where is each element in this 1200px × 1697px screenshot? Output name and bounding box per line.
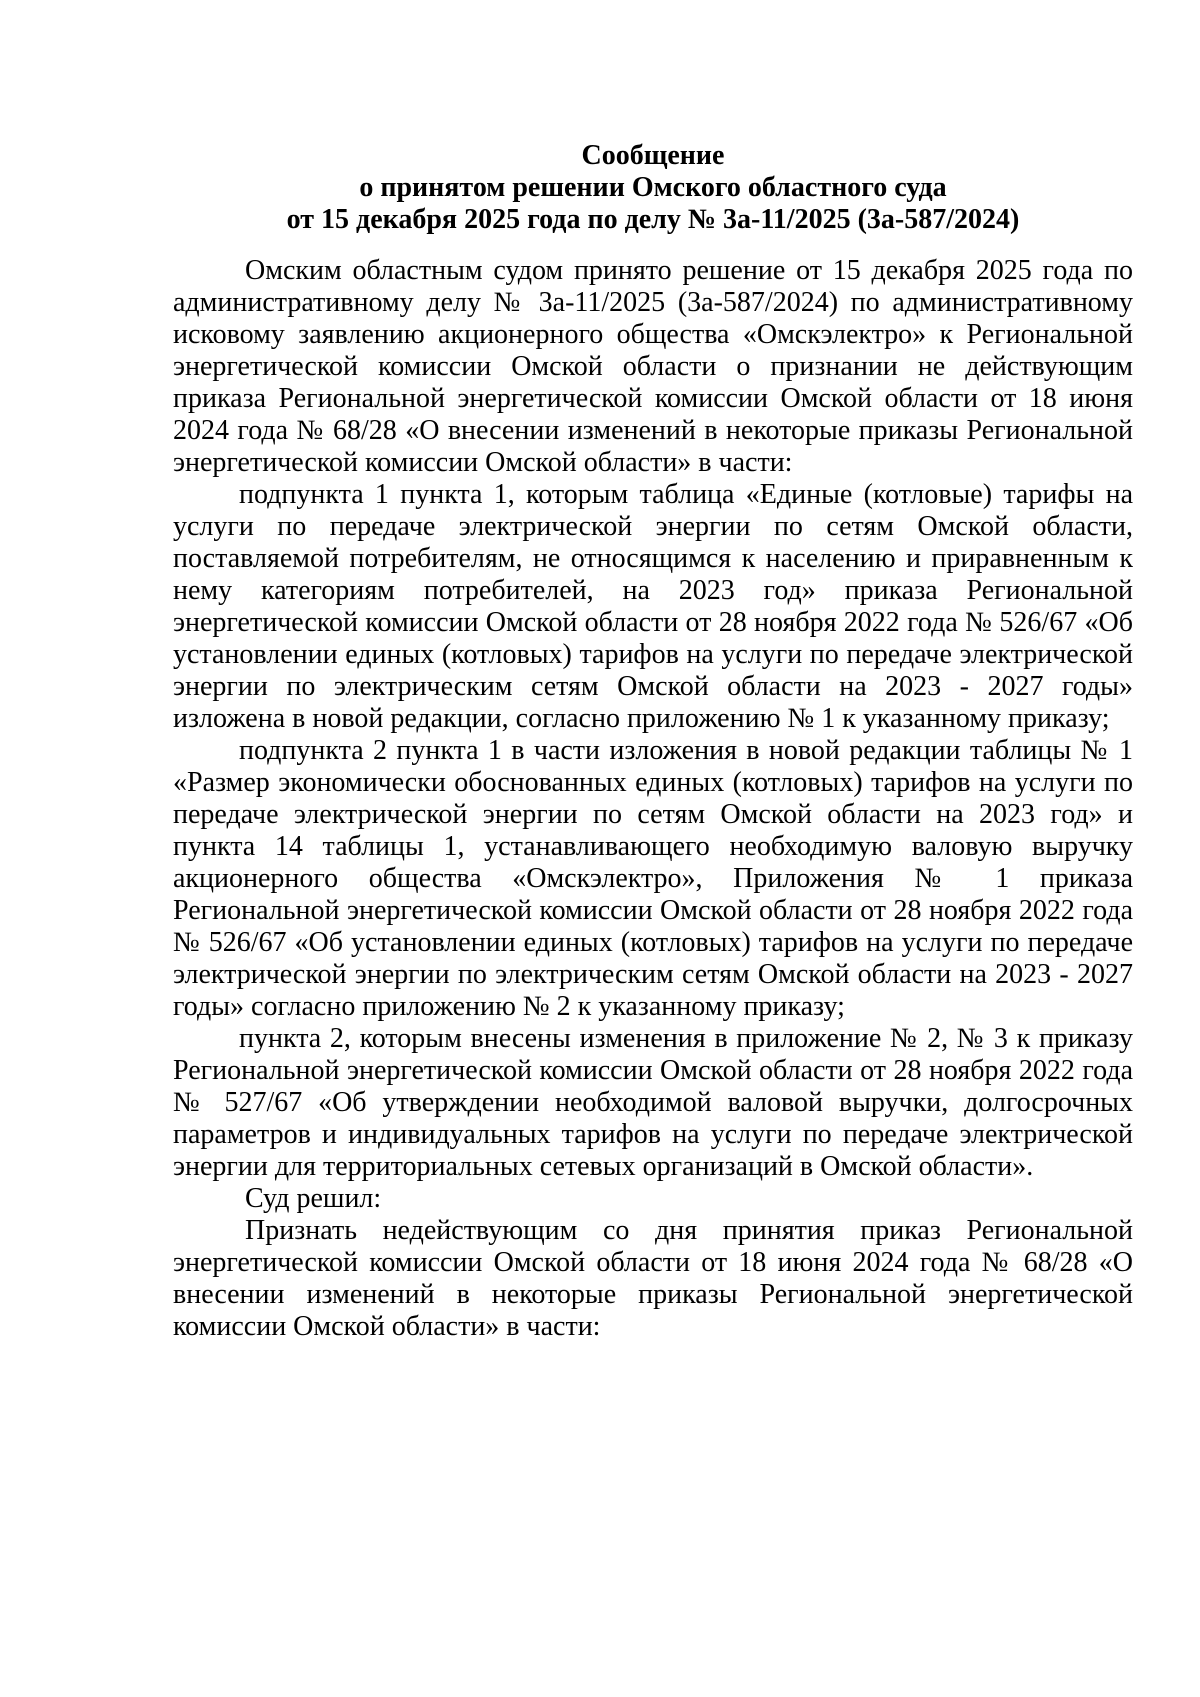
paragraph-court-decided: Суд решил: xyxy=(245,1183,382,1214)
document-title xyxy=(173,140,1133,236)
paragraph-intro: Омским областным судом принято решение от 15 декабря 2025 года по административному делу № 3а-11/2025 (3а-587/2024) по административному исковому заявлению акционерного общества «Омскэлектро» к Региональной энергетической комиссии Омской области о признании не действующим приказа Региональной энергетической комиссии Омской области от 18 июня 2024 года № 68/28 «О внесении изменений в некоторые приказы Региональной энергетической комиссии Омской области» в части: xyxy=(173,255,1133,478)
title-line-3: от 15 декабря 2025 года по делу № 3а-11/2025 (3а-587/2024) xyxy=(286,204,1020,235)
paragraph-subpoint-1: подпункта 1 пункта 1, которым таблица «Единые (котловые) тарифы на услуги по передаче электрической энергии по сетям Омской области, поставляемой потребителям, не относящимся к населению и приравненным к нему категориям потребителей, на 2023 год» приказа Региональной энергетической комиссии Омской области от 28 ноября 2022 года № 526/67 «Об установлении единых (котловых) тарифов на услуги по передаче электрической энергии по электрическим сетям Омской области на 2023 - 2027 годы» изложена в новой редакции, согласно приложению № 1 к указанному приказу; xyxy=(173,479,1133,734)
title-line-2: о принятом решении Омского областного суда xyxy=(359,172,947,203)
document-page xyxy=(173,140,1133,1343)
document-body xyxy=(173,255,1133,1343)
paragraph-decision: Признать недействующим со дня принятия приказ Региональной энергетической комиссии Омской области от 18 июня 2024 года № 68/28 «О внесении изменений в некоторые приказы Региональной энергетической комиссии Омской области» в части: xyxy=(173,1215,1133,1342)
title-line-1: Сообщение xyxy=(581,140,725,171)
paragraph-point-2: пункта 2, которым внесены изменения в приложение № 2, № 3 к приказу Региональной энергетической комиссии Омской области от 28 ноября 2022 года № 527/67 «Об утверждении необходимой валовой выручки, долгосрочных параметров и индивидуальных тарифов на услуги по передаче электрической энергии для территориальных сетевых организаций в Омской области». xyxy=(173,1023,1133,1182)
paragraph-subpoint-2: подпункта 2 пункта 1 в части изложения в новой редакции таблицы № 1 «Размер экономически обоснованных единых (котловых) тарифов на услуги по передаче электрической энергии по сетям Омской области на 2023 год» и пункта 14 таблицы 1, устанавливающего необходимую валовую выручку акционерного общества «Омскэлектро», Приложения № 1 приказа Региональной энергетической комиссии Омской области от 28 ноября 2022 года № 526/67 «Об установлении единых (котловых) тарифов на услуги по передаче электрической энергии по электрическим сетям Омской области на 2023 - 2027 годы» согласно приложению № 2 к указанному приказу; xyxy=(173,735,1133,1022)
